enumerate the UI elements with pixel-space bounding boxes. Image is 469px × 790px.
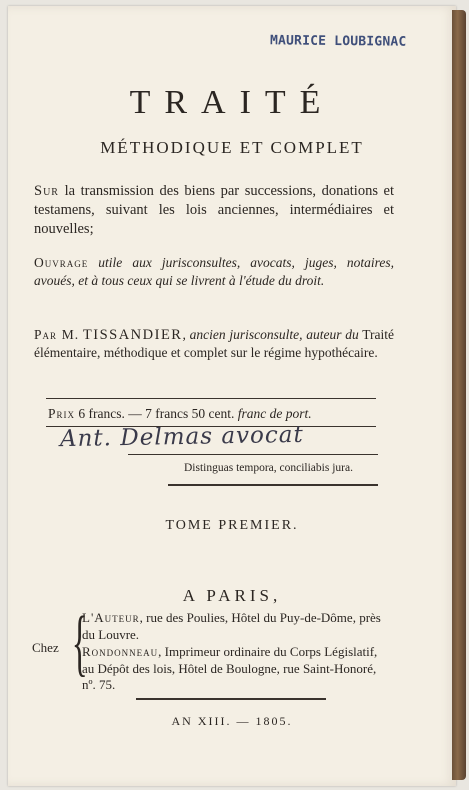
owner-stamp: MAURICE LOUBIGNAC [269,33,407,50]
title-page [8,6,456,786]
author-lead: Par M. [34,327,80,342]
price-italic: franc de port. [237,406,312,421]
publisher-address-author [82,610,392,643]
divider-top [46,398,376,399]
address1-lead: L'Auteur [82,610,140,625]
address1-text: , rue des Poulies, Hôtel du Puy-de-Dôme, près du Louvre. [82,610,381,642]
divider-signature [128,454,378,455]
price-label: Prix [48,406,76,421]
price-line [48,406,378,422]
address2-text: , Imprimeur ordinaire du Corps Législatif, au Dépôt des lois, Hôtel de Boulogne, rue Saint-Honoré, nº. 75. [82,644,378,692]
address2-lead: Rondonneau [82,644,159,659]
usage-lead: Ouvrage [34,255,89,270]
publication-city: A PARIS, [182,586,282,605]
handwritten-signature: Ant. Delmas avocat [59,421,304,453]
brace-icon: { [71,602,88,684]
author-name: TISSANDIER [82,327,183,343]
divider-motto [168,484,378,486]
chez-label: Chez [32,640,59,655]
book-subtitle: MÉTHODIQUE ET COMPLET [100,138,364,157]
divider-bottom [136,698,326,700]
price-text: 6 francs. — 7 francs 50 cent. [78,406,235,421]
usage-text: utile aux jurisconsultes, avocats, juges, notaires, avoués, et à tous ceux qui se livrent à l'étude du droit. [34,255,394,288]
book-title: TRAITÉ [129,84,335,121]
description-text: la transmission des biens par successions, donations et testamens, suivant les lois anciennes, intermédiaires et nouvelles; [34,183,395,237]
author-line [34,326,394,362]
motto: Distinguas tempora, conciliabis jura. [184,462,353,474]
publication-date: AN XIII. — 1805. [171,714,293,728]
description-lead: Sur [34,183,59,199]
volume-label: TOME PREMIER. [165,518,299,533]
author-italic: , ancien jurisconsulte, auteur du [182,327,359,342]
book-spine [452,10,466,780]
publisher-address-printer [82,644,392,694]
usage-note [34,254,394,290]
description [34,182,394,239]
author-text: Traité élémentaire, méthodique et complet sur le régime hypothécaire. [34,327,394,360]
